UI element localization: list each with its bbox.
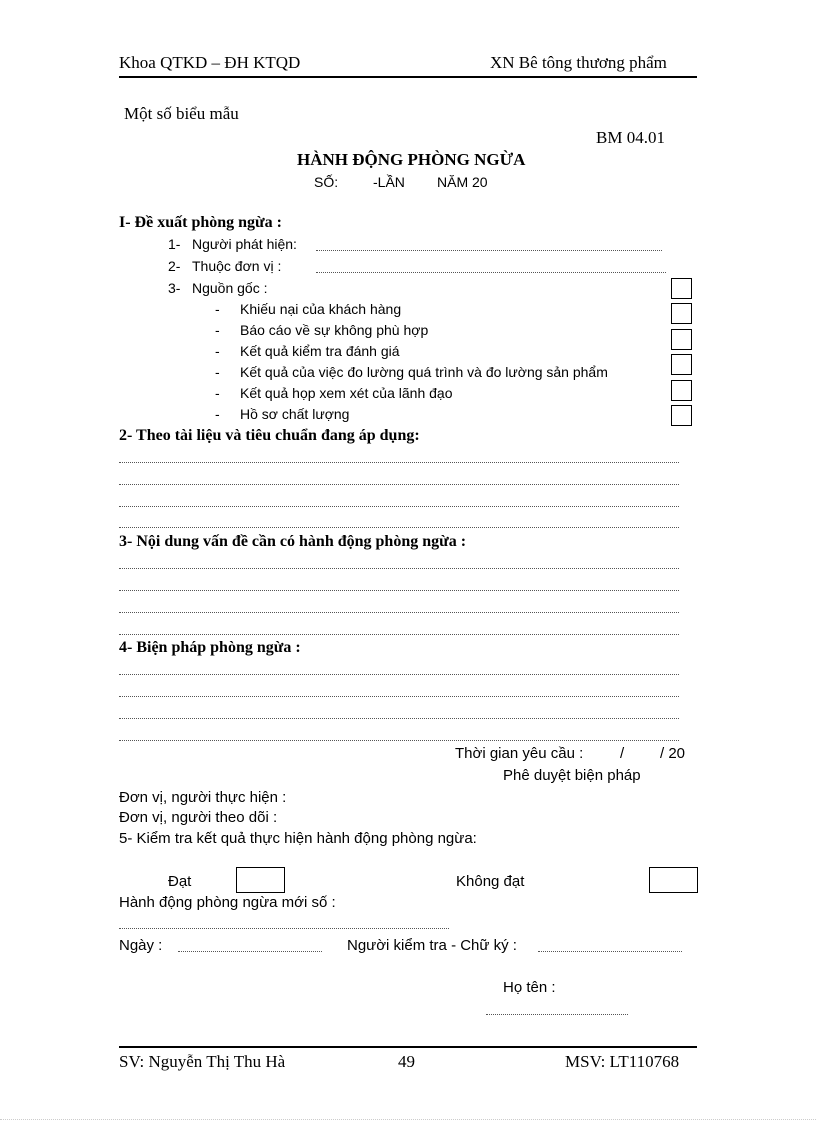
source-bullet: - [215,301,220,317]
section1-heading: I- Đề xuất phòng ngừa : [119,214,282,231]
fullname-label: Họ tên : [503,979,556,996]
item2-label: Thuộc đơn vị : [192,258,282,274]
section2-line[interactable] [119,474,679,485]
item3-label: Nguồn gốc : [192,280,268,296]
source-bullet: - [215,385,220,401]
section3-line[interactable] [119,580,679,591]
section2-line[interactable] [119,452,679,463]
source-2: Báo cáo về sự không phù hợp [240,322,429,338]
section5-heading: 5- Kiểm tra kết quả thực hiện hành động phòng ngừa: [119,830,477,847]
source-bullet: - [215,343,220,359]
source-4: Kết quả của việc đo lường quá trình và đo lường sản phẩm [240,364,608,380]
section3-line[interactable] [119,602,679,613]
section4-heading: 4- Biện pháp phòng ngừa : [119,639,301,656]
executor-label: Đơn vị, người thực hiện : [119,789,287,806]
section4-line[interactable] [119,664,679,675]
section2-line[interactable] [119,496,679,507]
source-checkbox-origin[interactable] [671,278,692,299]
footer-msv: MSV: LT110768 [565,1052,680,1071]
section3-heading: 3- Nội dung vấn đề cần có hành động phòng ngừa : [119,533,467,550]
section2-heading: 2- Theo tài liệu và tiêu chuẩn đang áp dụng: [119,427,420,444]
source-6: Hồ sơ chất lượng [240,406,350,422]
deadline-label: Thời gian yêu cầu : [455,745,584,762]
header-right: XN Bê tông thương phẩm [490,53,667,72]
source-5: Kết quả họp xem xét của lãnh đạo [240,385,453,401]
source-3: Kết quả kiểm tra đánh giá [240,343,400,359]
date-label: Ngày : [119,937,163,954]
fail-checkbox[interactable] [649,867,698,893]
header-left: Khoa QTKD – ĐH KTQD [119,53,301,72]
deadline-slash: / [620,745,625,762]
footer-rule [119,1046,697,1048]
source-checkbox-audit[interactable] [671,354,692,375]
checker-label: Người kiểm tra - Chữ ký : [347,937,517,954]
new-action-field[interactable] [119,928,449,929]
item3-num: 3- [168,280,181,296]
source-bullet: - [215,406,220,422]
source-checkbox-complaint[interactable] [671,303,692,324]
unit-field[interactable] [316,272,666,273]
pass-checkbox[interactable] [236,867,285,893]
source-checkbox-nonconformity[interactable] [671,329,692,350]
section3-line[interactable] [119,558,679,569]
pass-label: Đạt [168,873,192,890]
deadline-year: / 20 [660,745,686,762]
source-1: Khiếu nại của khách hàng [240,301,402,317]
source-checkbox-review[interactable] [671,405,692,426]
subtitle-so: SỐ: [314,174,339,190]
follower-label: Đơn vị, người theo dõi : [119,809,278,826]
source-bullet: - [215,364,220,380]
date-field[interactable] [178,951,322,952]
section4-line[interactable] [119,686,679,697]
item2-num: 2- [168,258,181,274]
source-bullet: - [215,322,220,338]
form-code: BM 04.01 [596,128,665,147]
detector-field[interactable] [316,250,662,251]
footer-page: 49 [398,1052,415,1071]
signature-field[interactable] [538,951,682,952]
subtitle-nam: NĂM 20 [437,174,488,190]
footer-student: SV: Nguyễn Thị Thu Hà [119,1052,286,1071]
fail-label: Không đạt [456,873,525,890]
new-action-label: Hành động phòng ngừa mới số : [119,894,336,911]
section4-line[interactable] [119,730,679,741]
item1-label: Người phát hiện: [192,236,297,252]
page-edge [0,1119,816,1120]
intro-text: Một số biểu mẫu [124,104,239,123]
subtitle-lan: -LẦN [373,174,405,190]
section4-line[interactable] [119,708,679,719]
section3-line[interactable] [119,624,679,635]
source-checkbox-measurement[interactable] [671,380,692,401]
approval-label: Phê duyệt biện pháp [503,767,641,784]
form-title: HÀNH ĐỘNG PHÒNG NGỪA [297,150,526,169]
header-rule [119,76,697,78]
item1-num: 1- [168,236,181,252]
fullname-field[interactable] [486,1014,628,1015]
section2-line[interactable] [119,517,679,528]
